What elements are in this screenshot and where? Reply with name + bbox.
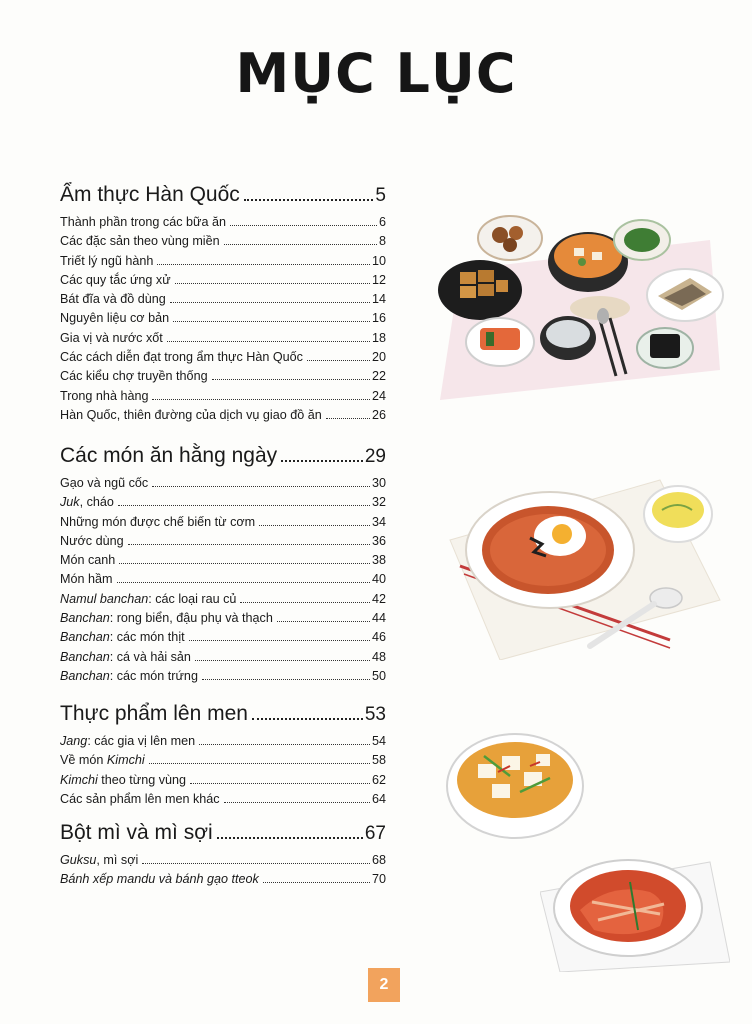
toc-entry[interactable] bbox=[60, 851, 386, 870]
toc-entry-label: Nước dùng bbox=[60, 533, 124, 548]
toc-entry[interactable] bbox=[60, 751, 386, 770]
dot-leader bbox=[259, 525, 370, 526]
toc-entry[interactable] bbox=[60, 590, 386, 609]
toc-entry-label: : các món trứng bbox=[109, 668, 198, 683]
toc-entry-page: 34 bbox=[371, 514, 386, 529]
toc-entry-page: 62 bbox=[371, 772, 386, 787]
korean-meal-table-illustration bbox=[420, 200, 730, 410]
toc-entry[interactable] bbox=[60, 406, 386, 425]
toc-entry[interactable] bbox=[60, 628, 386, 647]
dot-leader bbox=[240, 602, 370, 603]
toc-entry-label: : các loại rau củ bbox=[148, 591, 237, 606]
section-page-number: 29 bbox=[364, 446, 386, 467]
dot-leader bbox=[118, 505, 370, 506]
dot-leader bbox=[189, 640, 370, 641]
toc-entry-page: 32 bbox=[371, 495, 386, 510]
dot-leader bbox=[117, 582, 370, 583]
toc-entry-page: 70 bbox=[371, 872, 386, 887]
toc-section-bot-mi-va-mi-soi bbox=[60, 818, 386, 890]
dot-leader bbox=[230, 225, 377, 226]
toc-section-thuc-pham-len-men bbox=[60, 699, 386, 809]
dot-leader bbox=[157, 264, 370, 265]
toc-entry-label-italic: Jang bbox=[60, 734, 88, 748]
toc-entry-label: : các gia vị lên men bbox=[87, 734, 196, 748]
dot-leader bbox=[277, 621, 370, 622]
toc-entry-page: 20 bbox=[371, 350, 386, 365]
toc-entry-label: Nguyên liệu cơ bản bbox=[60, 311, 170, 326]
section-page-number: 53 bbox=[364, 704, 386, 725]
toc-entry-label: Gạo và ngũ cốc bbox=[60, 476, 149, 490]
toc-entry-label: : cá và hải sản bbox=[109, 649, 191, 664]
toc-entry-page: 54 bbox=[371, 734, 386, 748]
toc-entry-label-italic: Banchan bbox=[60, 668, 110, 683]
dot-leader bbox=[199, 744, 370, 745]
toc-entry-label: Món hầm bbox=[60, 572, 113, 587]
dot-leader bbox=[224, 802, 370, 803]
toc-entry[interactable] bbox=[60, 290, 386, 309]
toc-entry[interactable] bbox=[60, 551, 386, 570]
toc-entry-page: 48 bbox=[371, 649, 386, 664]
toc-entry[interactable] bbox=[60, 648, 386, 667]
toc-entry-label: Các kiểu chợ truyền thống bbox=[60, 369, 208, 384]
toc-entry[interactable] bbox=[60, 474, 386, 493]
toc-entry[interactable] bbox=[60, 309, 386, 328]
dot-leader bbox=[202, 679, 370, 680]
toc-entry-page: 50 bbox=[371, 668, 386, 683]
toc-entry[interactable] bbox=[60, 232, 386, 251]
section-heading-label: Thực phẩm lên men bbox=[60, 702, 248, 725]
toc-entry-label: Gia vị và nước xốt bbox=[60, 330, 163, 345]
toc-entry-label: Hàn Quốc, thiên đường của dịch vụ giao đồ ăn bbox=[60, 407, 322, 422]
toc-entry-page: 42 bbox=[371, 591, 386, 606]
section-heading-label: Ẩm thực Hàn Quốc bbox=[60, 183, 240, 206]
toc-section-heading[interactable] bbox=[60, 180, 386, 211]
toc-entry-page: 16 bbox=[371, 311, 386, 326]
dot-leader bbox=[307, 360, 370, 361]
toc-entry-label: Bát đĩa và đồ dùng bbox=[60, 292, 166, 307]
dot-leader bbox=[175, 283, 370, 284]
toc-entry-label: theo từng vùng bbox=[97, 772, 187, 787]
toc-entry[interactable] bbox=[60, 771, 386, 790]
page-number: 2 bbox=[368, 968, 400, 1002]
toc-entry[interactable] bbox=[60, 493, 386, 512]
toc-entry-label: Trong nhà hàng bbox=[60, 388, 149, 403]
toc-entry-label: Các cách diễn đạt trong ẩm thực Hàn Quốc bbox=[60, 350, 303, 365]
dot-leader bbox=[152, 486, 370, 487]
toc-entry[interactable] bbox=[60, 348, 386, 367]
dot-leader bbox=[195, 660, 370, 661]
toc-entry[interactable] bbox=[60, 790, 386, 809]
toc-entry-page: 18 bbox=[371, 330, 386, 345]
toc-entry-page: 58 bbox=[371, 753, 386, 768]
toc-entry-label: Về món bbox=[60, 753, 107, 768]
dot-leader bbox=[224, 244, 377, 245]
toc-entry[interactable] bbox=[60, 271, 386, 290]
toc-entry-label: Triết lý ngũ hành bbox=[60, 253, 154, 268]
dot-leader bbox=[170, 302, 370, 303]
toc-entry-page: 46 bbox=[371, 630, 386, 645]
dot-leader bbox=[252, 718, 363, 720]
toc-entry-page: 36 bbox=[371, 533, 386, 548]
toc-entry[interactable] bbox=[60, 532, 386, 551]
dot-leader bbox=[128, 544, 370, 545]
toc-entry-label: Thành phần trong các bữa ăn bbox=[60, 215, 226, 229]
toc-entry-page: 22 bbox=[371, 369, 386, 384]
toc-entry-page: 24 bbox=[371, 388, 386, 403]
toc-entry-page: 64 bbox=[371, 791, 386, 806]
toc-entry-label-italic: Kimchi bbox=[60, 772, 98, 787]
toc-entry-label: Món canh bbox=[60, 553, 116, 568]
toc-entry[interactable] bbox=[60, 329, 386, 348]
toc-entry-page: 44 bbox=[371, 611, 386, 626]
toc-entry[interactable] bbox=[60, 213, 386, 232]
section-page-number: 5 bbox=[375, 185, 386, 206]
toc-entry-page: 8 bbox=[378, 234, 386, 249]
toc-entry-label: Các quy tắc ứng xử bbox=[60, 272, 171, 287]
dot-leader bbox=[142, 863, 370, 864]
toc-entry-page: 6 bbox=[378, 215, 386, 229]
toc-section-heading[interactable] bbox=[60, 818, 386, 849]
toc-entry-page: 38 bbox=[371, 553, 386, 568]
section-heading-label: Bột mì và mì sợi bbox=[60, 821, 213, 844]
toc-entry-page: 14 bbox=[371, 292, 386, 307]
toc-entry-page: 10 bbox=[371, 253, 386, 268]
toc-entry[interactable] bbox=[60, 387, 386, 406]
toc-entry[interactable] bbox=[60, 367, 386, 386]
toc-entry-page: 12 bbox=[371, 272, 386, 287]
toc-entry-label: , cháo bbox=[79, 495, 114, 510]
dot-leader bbox=[167, 341, 370, 342]
toc-section-cac-mon-an-hang-ngay bbox=[60, 441, 386, 686]
kimchi-fried-rice-illustration bbox=[430, 470, 730, 660]
toc-entry[interactable] bbox=[60, 667, 386, 686]
toc-entry-label: Những món được chế biến từ cơm bbox=[60, 514, 256, 529]
toc-entry-label-italic: Guksu bbox=[60, 853, 97, 867]
section-page-number: 67 bbox=[364, 823, 386, 844]
dot-leader bbox=[263, 882, 370, 883]
toc-entry-label: : rong biển, đậu phụ và thạch bbox=[109, 611, 273, 626]
toc-entry-label: , mì sợi bbox=[96, 853, 139, 867]
kimchi-plate-illustration bbox=[540, 852, 730, 972]
dot-leader bbox=[217, 837, 363, 839]
toc-section-am-thuc-han-quoc bbox=[60, 180, 386, 425]
toc-entry-label-italic: Juk bbox=[60, 495, 80, 510]
toc-entry-page: 30 bbox=[371, 476, 386, 490]
toc-entry-label-italic: Banchan bbox=[60, 611, 110, 626]
dot-leader bbox=[119, 563, 370, 564]
dot-leader bbox=[152, 399, 370, 400]
toc-entry-page: 40 bbox=[371, 572, 386, 587]
toc-entry-label: : các món thịt bbox=[109, 630, 185, 645]
toc-entry-label-italic: Banchan bbox=[60, 649, 110, 664]
dot-leader bbox=[244, 199, 374, 201]
toc-entry[interactable] bbox=[60, 732, 386, 751]
soup-bowl-illustration bbox=[440, 726, 590, 856]
toc-entry-label-italic: Banchan bbox=[60, 630, 110, 645]
toc-entry-page: 26 bbox=[371, 407, 386, 422]
dot-leader bbox=[149, 763, 370, 764]
toc-entry-label-italic: Bánh xếp mandu và bánh gạo tteok bbox=[60, 872, 259, 887]
toc-entry[interactable] bbox=[60, 513, 386, 532]
dot-leader bbox=[190, 783, 370, 784]
dot-leader bbox=[281, 460, 363, 462]
dot-leader bbox=[326, 418, 370, 419]
toc-entry-label: Các đặc sản theo vùng miền bbox=[60, 234, 220, 249]
toc-entry-page: 68 bbox=[371, 853, 386, 867]
toc-section-heading[interactable] bbox=[60, 441, 386, 472]
toc-entry[interactable] bbox=[60, 570, 386, 589]
page-title: MỤC LỤC bbox=[235, 42, 517, 105]
section-heading-label: Các món ăn hằng ngày bbox=[60, 444, 278, 467]
dot-leader bbox=[212, 379, 370, 380]
toc-entry[interactable] bbox=[60, 252, 386, 271]
toc-entry-label-italic: Namul banchan bbox=[60, 591, 149, 606]
dot-leader bbox=[173, 321, 370, 322]
toc-section-heading[interactable] bbox=[60, 699, 386, 730]
toc-entry-label-italic: Kimchi bbox=[106, 753, 145, 768]
toc-entry[interactable] bbox=[60, 609, 386, 628]
toc-entry[interactable] bbox=[60, 870, 386, 889]
toc-entry-label: Các sản phẩm lên men khác bbox=[60, 791, 220, 806]
